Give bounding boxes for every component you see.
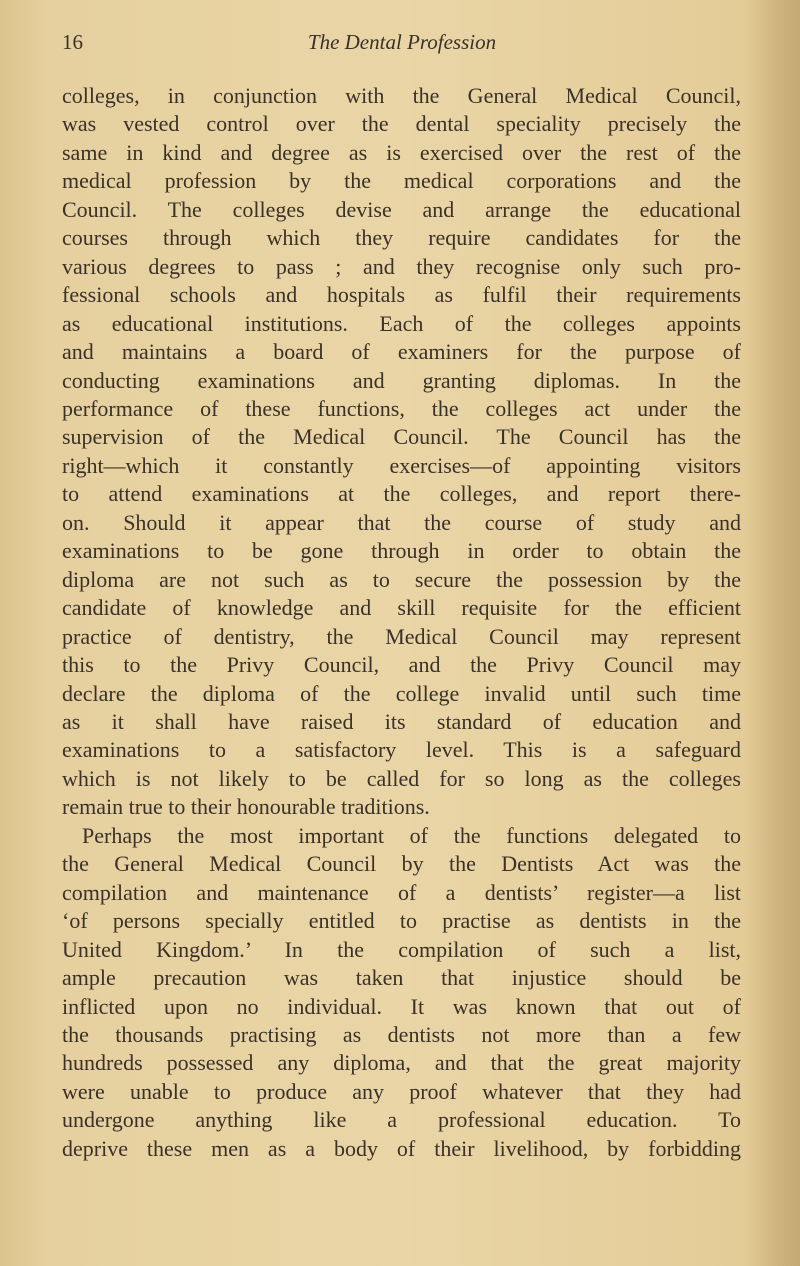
- text-line: declare the diploma of the college invalid until such time: [62, 680, 741, 706]
- text-line: inflicted upon no individual. It was known that out of: [62, 993, 741, 1019]
- text-line: which is not likely to be called for so long as the colleges: [62, 765, 741, 791]
- text-line: diploma are not such as to secure the possession by the: [62, 566, 741, 592]
- text-line: remain true to their honourable traditions.: [62, 794, 430, 820]
- text-line: right—which it constantly exercises—of appointing visitors: [62, 452, 741, 478]
- text-line: ample precaution was taken that injustice should be: [62, 965, 741, 991]
- text-line: colleges, in conjunction with the General Medical Council,: [62, 83, 741, 108]
- text-line: performance of these functions, the colleges act under the: [62, 395, 741, 421]
- text-line: this to the Privy Council, and the Privy Council may: [62, 652, 741, 678]
- text-line: compilation and maintenance of a dentists’ register—a list: [62, 879, 741, 905]
- text-line: undergone anything like a professional education. To: [62, 1107, 741, 1133]
- text-line: and maintains a board of examiners for the purpose of: [62, 339, 741, 365]
- text-line: was vested control over the dental speciality precisely the: [62, 111, 741, 137]
- text-line: medical profession by the medical corporations and the: [62, 168, 741, 194]
- running-title: The Dental Profession: [307, 30, 497, 54]
- text-line: practice of dentistry, the Medical Council may represent: [62, 623, 741, 649]
- text-line: United Kingdom.’ In the compilation of such a list,: [62, 936, 741, 962]
- text-line: courses through which they require candidates for the: [62, 225, 741, 251]
- text-line: were unable to produce any proof whatever that they had: [62, 1078, 741, 1104]
- text-line: to attend examinations at the colleges, and report there-: [62, 481, 741, 507]
- text-line: examinations to a satisfactory level. This is a safeguard: [62, 737, 741, 763]
- text-line: as it shall have raised its standard of education and: [62, 708, 741, 734]
- running-header: [62, 30, 742, 60]
- text-line: hundreds possessed any diploma, and that the great majority: [62, 1050, 741, 1076]
- text-line: ‘of persons specially entitled to practise as dentists in the: [62, 908, 741, 934]
- text-line: examinations to be gone through in order to obtain the: [62, 538, 741, 564]
- text-line: candidate of knowledge and skill requisite for the efficient: [62, 595, 741, 621]
- text-line: Perhaps the most important of the functions delegated to: [82, 822, 741, 848]
- text-line: deprive these men as a body of their livelihood, by forbidding: [62, 1135, 741, 1161]
- text-line: as educational institutions. Each of the colleges appoints: [62, 310, 741, 336]
- text-line: fessional schools and hospitals as fulfil their requirements: [62, 282, 741, 308]
- body-text: [62, 82, 741, 1163]
- text-line: on. Should it appear that the course of study and: [62, 509, 741, 535]
- text-line: the General Medical Council by the Dentists Act was the: [62, 851, 741, 877]
- text-line: various degrees to pass ; and they recognise only such pro-: [62, 253, 741, 279]
- text-line: conducting examinations and granting diplomas. In the: [62, 367, 741, 393]
- page-number: 16: [62, 30, 83, 54]
- text-line: Council. The colleges devise and arrange the educational: [62, 196, 741, 222]
- text-line: same in kind and degree as is exercised over the rest of the: [62, 139, 741, 165]
- text-line: supervision of the Medical Council. The Council has the: [62, 424, 741, 450]
- text-line: the thousands practising as dentists not more than a few: [62, 1021, 741, 1047]
